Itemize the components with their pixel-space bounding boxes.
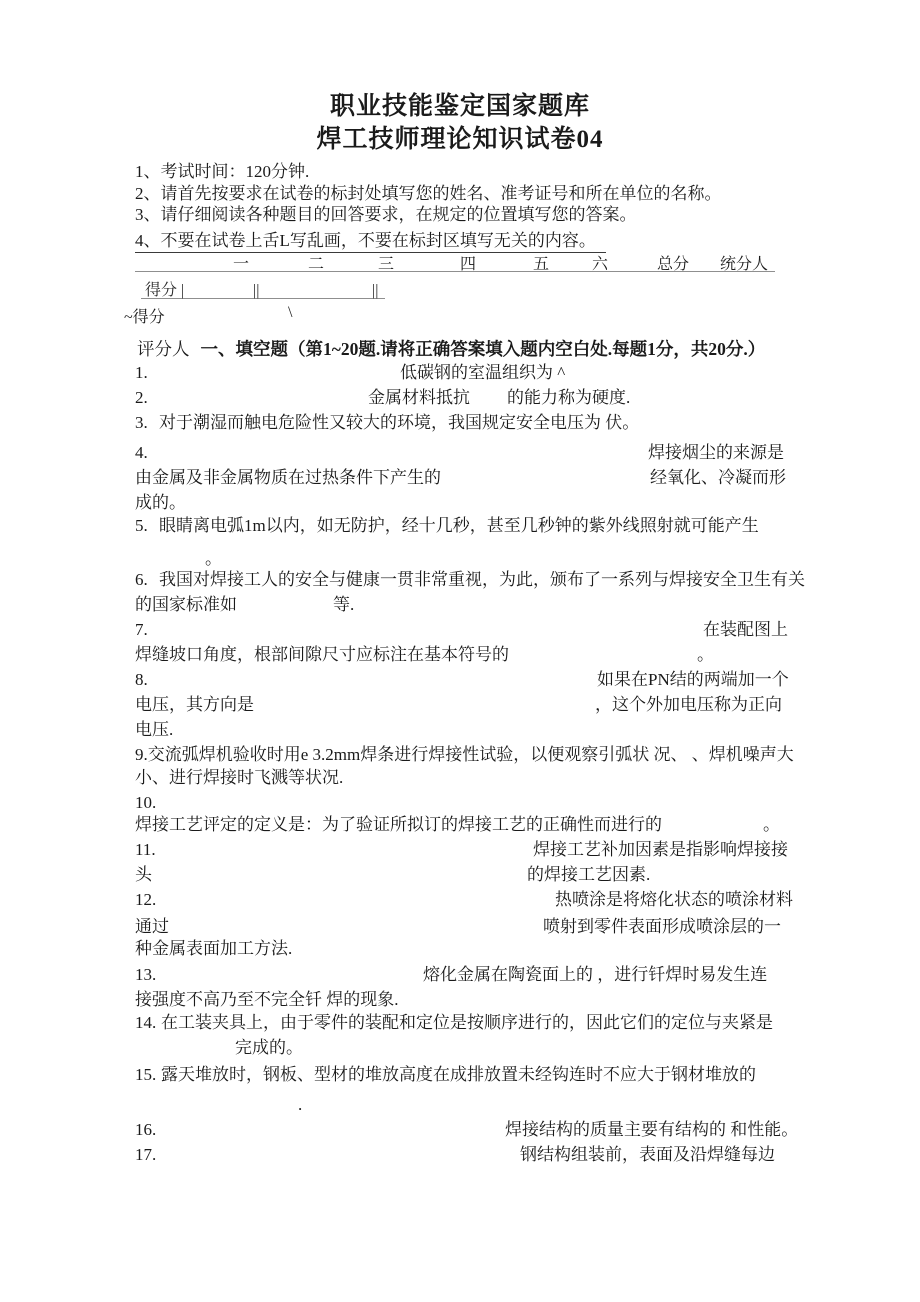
score-column-label: 统分人	[720, 256, 769, 273]
line-segment: 5.	[135, 516, 148, 535]
document-line	[135, 718, 825, 741]
line-segment: 的焊接工艺因素.	[527, 865, 651, 884]
line-segment: 种金属表面加工方法.	[135, 939, 293, 958]
line-segment: 露天堆放时，钢板、型材的堆放高度在成排放置未经钩连时不应大于钢材堆放的	[161, 1065, 756, 1084]
document-line	[135, 547, 825, 570]
line-segment: 接强度不高乃至不完全钎 焊的现象.	[135, 990, 399, 1009]
document-line	[135, 491, 825, 514]
instruction-text: 3、请仔细阅读各种题目的回答要求，在规定的位置填写您的答案。	[135, 205, 637, 224]
document-line	[135, 693, 825, 716]
line-segment: 11.	[135, 840, 156, 859]
line-segment: 焊接工艺评定的定义是：为了验证所拟订的焊接工艺的正确性而进行的	[135, 815, 662, 834]
document-line	[135, 766, 825, 789]
document-line	[135, 618, 825, 641]
document-line	[135, 1011, 825, 1034]
document-line	[135, 361, 825, 384]
line-segment: 17.	[135, 1145, 157, 1164]
score-column-label: 总分	[657, 256, 690, 273]
line-segment: 钢结构组装前，表面及沿焊缝每边	[520, 1145, 775, 1164]
document-line	[135, 1093, 825, 1116]
score-divider: ||	[372, 282, 379, 299]
document-line	[135, 963, 825, 986]
line-segment: ，这个外加电压称为正向	[595, 695, 782, 714]
score-divider: |	[181, 282, 185, 299]
document-line	[135, 888, 825, 911]
line-segment: 经氧化、冷凝而形	[650, 468, 786, 487]
document-line	[135, 593, 825, 616]
instruction-text: 1、考试时间：120分钟.	[135, 162, 310, 181]
line-segment: 头	[135, 865, 152, 884]
document-line	[135, 1063, 825, 1086]
line-segment: 9.交流弧焊机验收时用e 3.2mm焊条进行焊接性试验，以便观察引弧状 况、 、焊机噪声大	[135, 745, 794, 764]
document-line	[135, 1143, 825, 1166]
score-column-label: 六	[592, 256, 609, 273]
document-line	[135, 863, 825, 886]
instruction-text: 2、请首先按要求在试卷的标封处填写您的姓名、准考证号和所在单位的名称。	[135, 183, 722, 203]
line-segment: 的能力称为硬度.	[507, 388, 631, 407]
line-segment: 焊缝坡口角度，根部间隙尺寸应标注在基本符号的	[135, 645, 509, 664]
score-column-label: 一	[233, 256, 250, 273]
document-line	[135, 514, 825, 537]
score-column-label: 三	[378, 256, 395, 273]
line-segment: 焊接烟尘的来源是	[648, 443, 784, 462]
line-segment: 在工装夹具上，由于零件的装配和定位是按顺序进行的，因此它们的定位与夹紧是	[161, 1013, 773, 1032]
line-segment: 电压，其方向是	[135, 695, 254, 714]
line-segment: 4.	[135, 443, 148, 462]
score-column-label: 二	[308, 256, 325, 273]
line-segment: 15.	[135, 1065, 157, 1084]
line-segment: 6.	[135, 570, 148, 589]
score-column-label: 五	[533, 256, 550, 273]
line-segment: 的国家标准如	[135, 595, 237, 614]
line-segment: 。	[205, 549, 222, 568]
line-segment: 金属材料抵抗	[368, 388, 470, 407]
line-segment: 3.	[135, 413, 148, 432]
line-segment: 焊接工艺补加因素是指影响焊接接	[533, 840, 788, 859]
line-segment: 焊接结构的质量主要有结构的 和性能。	[505, 1120, 799, 1139]
score-note-mark: \	[288, 304, 293, 321]
line-segment: 。	[763, 815, 780, 834]
line-segment: 由金属及非金属物质在过热条件下产生的	[135, 468, 441, 487]
section-title: 一、填空题（第1~20题.请将正确答案填入题内空白处.每题1分，共20分.）	[200, 339, 766, 359]
document-line	[135, 743, 825, 766]
line-segment: 12.	[135, 890, 157, 909]
line-segment: 通过	[135, 917, 169, 936]
document-line	[135, 988, 825, 1011]
line-segment: 如果在PN结的两端加一个	[597, 670, 789, 689]
document-line	[135, 441, 825, 464]
line-segment: 对于潮湿而触电危险性又较大的环境，我国规定安全电压为 伏。	[159, 413, 640, 432]
exam-bank-title: 职业技能鉴定国家题库	[329, 93, 590, 120]
line-segment: 我国对焊接工人的安全与健康一贯非常重视，为此，颁布了一系列与焊接安全卫生有关	[159, 570, 805, 589]
document-line	[135, 937, 825, 960]
line-segment: 成的。	[135, 493, 186, 512]
line-segment: 低碳钢的室温组织为 ^	[400, 363, 566, 382]
document-line	[135, 1036, 825, 1059]
line-segment: 熔化金属在陶瓷面上的 ，进行钎焊时易发生连	[423, 965, 768, 984]
document-line	[135, 791, 825, 814]
line-segment: 8.	[135, 670, 148, 689]
document-line	[135, 643, 825, 666]
score-label: 得分	[145, 282, 178, 299]
line-segment: 2.	[135, 388, 148, 407]
line-segment: 。	[697, 645, 714, 664]
document-line	[135, 411, 825, 434]
line-segment: 在装配图上	[703, 620, 788, 639]
document-line	[135, 668, 825, 691]
line-segment: 眼睛离电弧1m以内，如无防护，经十几秒，甚至几秒钟的紫外线照射就可能产生	[159, 516, 759, 535]
document-line	[135, 568, 825, 591]
line-segment: 电压.	[135, 720, 174, 739]
line-segment: .	[298, 1095, 303, 1114]
document-line	[135, 1118, 825, 1141]
line-segment: 10.	[135, 793, 157, 812]
instruction-text: 4、不要在试卷上舌L写乱画，不要在标封区填写无关的内容。	[135, 230, 606, 254]
line-segment: 1.	[135, 363, 148, 382]
score-divider: ||	[253, 282, 260, 299]
document-line	[135, 466, 825, 489]
grader-label: 评分人	[137, 339, 190, 359]
question-lines	[135, 0, 920, 1302]
line-segment: 小、进行焊接时飞溅等状况.	[135, 768, 344, 787]
document-line	[135, 838, 825, 861]
score-column-label: 四	[460, 256, 477, 273]
line-segment: 13.	[135, 965, 157, 984]
line-segment: 14.	[135, 1013, 157, 1032]
document-line	[135, 386, 825, 409]
line-segment: 喷射到零件表面形成喷涂层的一	[543, 917, 781, 936]
line-segment: 16.	[135, 1120, 157, 1139]
line-segment: 等.	[333, 595, 355, 614]
line-segment: 热喷涂是将熔化状态的喷涂材料	[555, 890, 793, 909]
document-line	[135, 915, 825, 938]
line-segment: 7.	[135, 620, 148, 639]
document-line	[135, 813, 825, 836]
exam-paper-title: 焊工技师理论知识试卷04	[316, 126, 604, 153]
line-segment: 完成的。	[235, 1038, 303, 1057]
score-note-label: ~得分	[124, 309, 165, 326]
